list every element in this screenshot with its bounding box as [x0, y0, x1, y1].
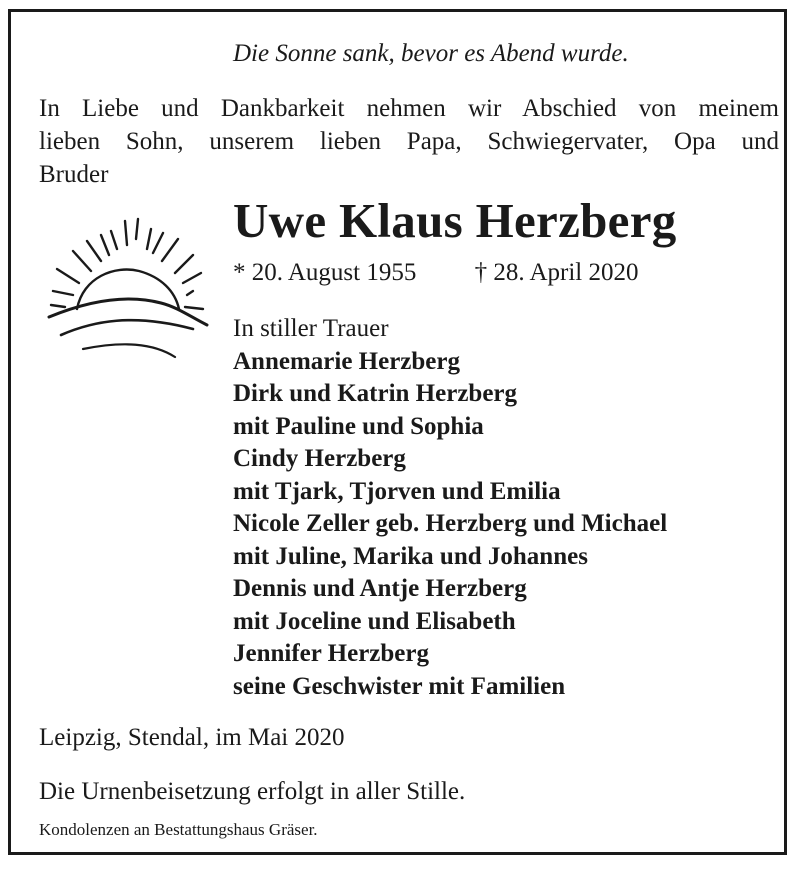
motto: Die Sonne sank, bevor es Abend wurde.	[233, 40, 629, 67]
mourning-label: In stiller Trauer	[233, 315, 389, 342]
intro-text	[39, 92, 779, 191]
mourner: mit Tjark, Tjorven und Emilia	[233, 477, 561, 505]
mourner: Dirk und Katrin Herzberg	[233, 380, 518, 407]
mourner: Jennifer Herzberg	[233, 640, 429, 667]
mourner: mit Pauline und Sophia	[233, 412, 484, 440]
mourner: Dennis und Antje Herzberg	[233, 575, 527, 602]
intro-line: In Liebe und Dankbarkeit nehmen wir Abschied von meinem	[39, 95, 779, 122]
obituary-notice	[8, 9, 787, 855]
mourner: seine Geschwister mit Familien	[233, 672, 566, 700]
mourner: Annemarie Herzberg	[233, 347, 461, 375]
mourner: mit Joceline und Elisabeth	[233, 607, 516, 635]
place-date: Leipzig, Stendal, im Mai 2020	[39, 724, 345, 751]
mourner: mit Juline, Marika und Johannes	[233, 542, 588, 570]
mourners-list	[233, 313, 667, 703]
deceased-name: Uwe Klaus Herzberg	[233, 193, 677, 248]
death-date: † 28. April 2020	[474, 259, 639, 286]
intro-line: Bruder	[39, 161, 109, 188]
condolence-note: Kondolenzen an Bestattungshaus Gräser.	[39, 820, 318, 839]
sunset-over-hills-icon	[43, 217, 213, 367]
mourner: Nicole Zeller geb. Herzberg und Michael	[233, 510, 668, 537]
mourner: Cindy Herzberg	[233, 445, 406, 472]
intro-line: lieben Sohn, unserem lieben Papa, Schwiegervater, Opa und	[39, 128, 779, 155]
burial-note: Die Urnenbeisetzung erfolgt in aller Stille.	[39, 778, 466, 805]
birth-date: * 20. August 1955	[233, 259, 417, 286]
life-dates	[233, 259, 639, 287]
